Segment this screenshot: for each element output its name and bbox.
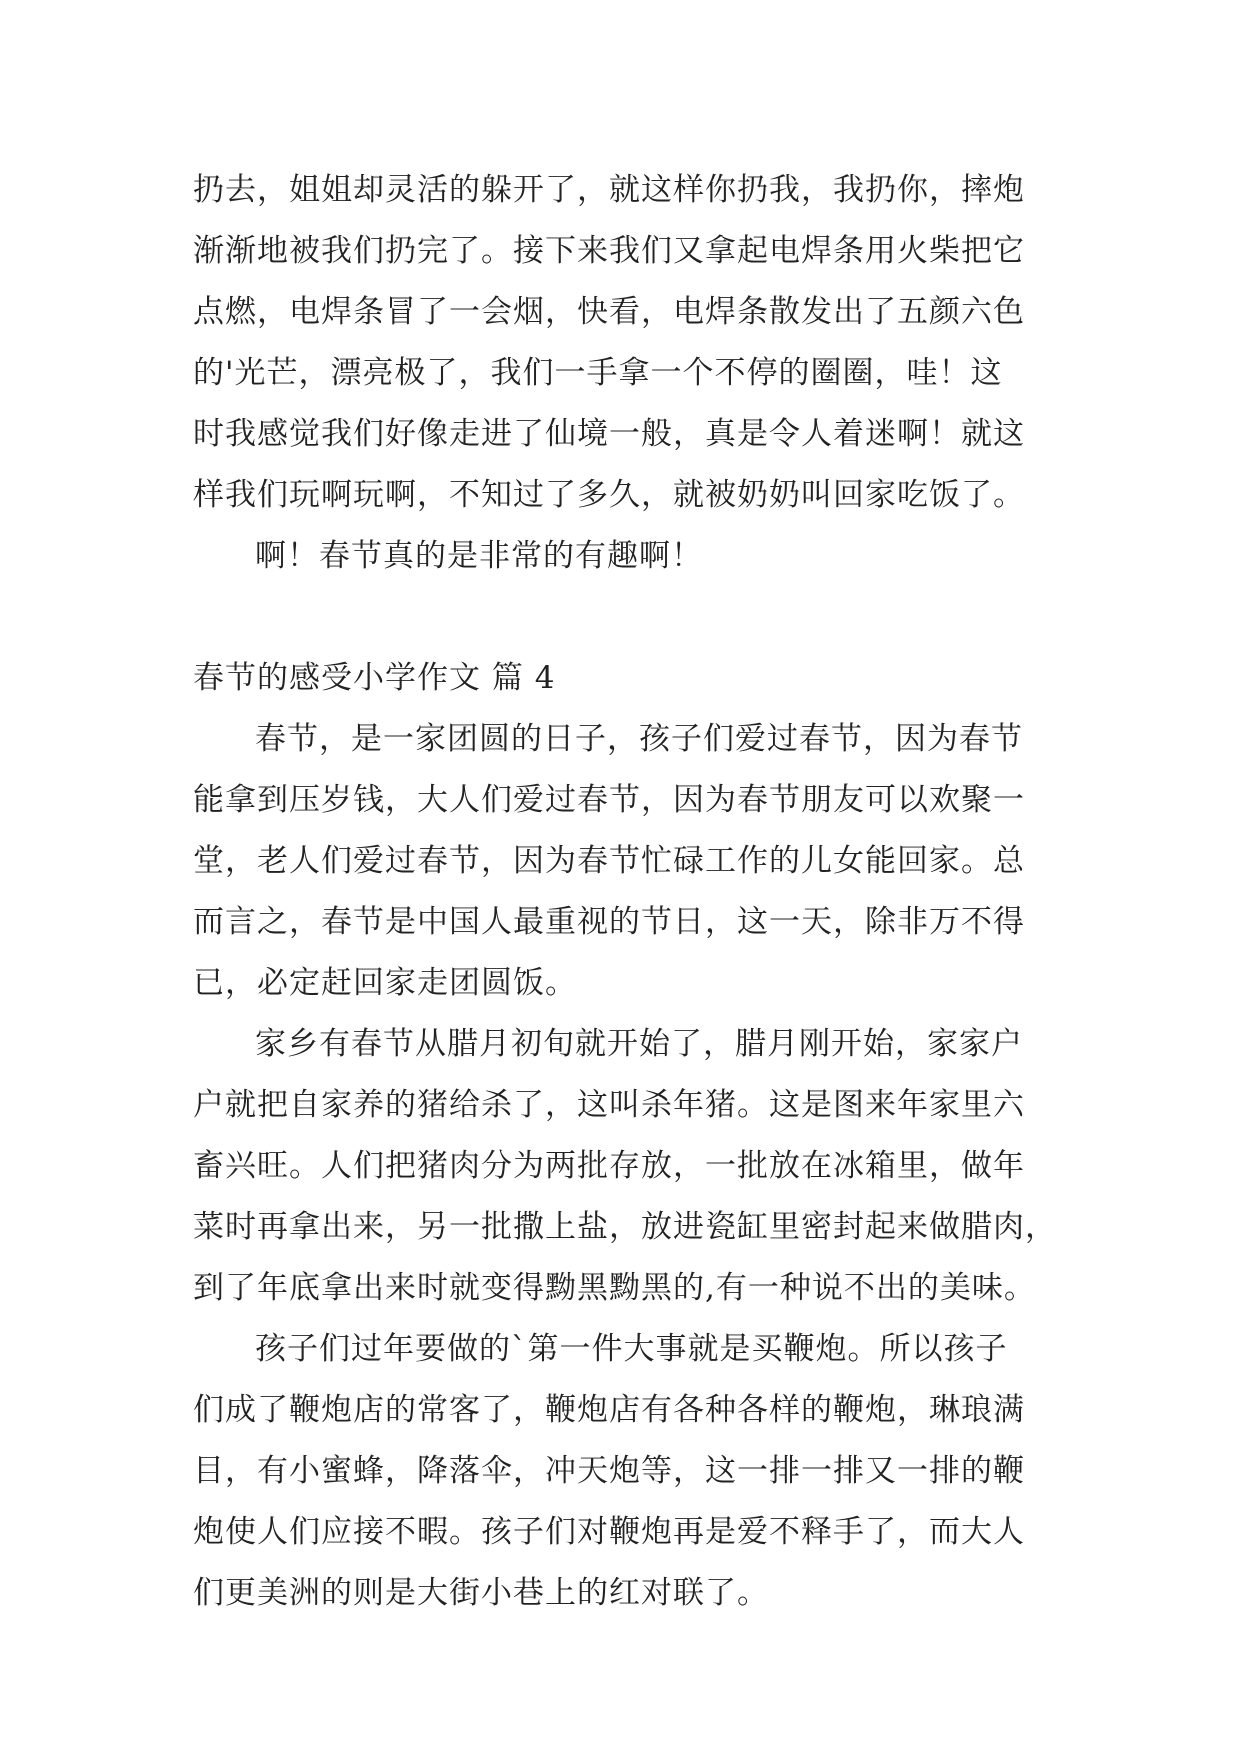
document-body [193,160,1058,1624]
paragraph-2-line: 到了年底拿出来时就变得黝黑黝黑的,有一种说不出的美味。 [193,1270,1036,1306]
paragraph-1-line: 堂，老人们爱过春节，因为春节忙碌工作的儿女能回家。总 [193,843,1025,879]
paragraph-1-line: 而言之，春节是中国人最重视的节日，这一天，除非万不得 [193,904,1025,940]
text-line: 的'光芒，漂亮极了，我们一手拿一个不停的圈圈，哇！这 [193,355,1003,391]
paragraph-1-line: 春节，是一家团圆的日子，孩子们爱过春节，因为春节 [255,721,1023,757]
text-line: 时我感觉我们好像走进了仙境一般，真是令人着迷啊！就这 [193,416,1025,452]
paragraph-2-line: 家乡有春节从腊月初旬就开始了，腊月刚开始，家家户 [255,1026,1023,1062]
paragraph-2-line: 畜兴旺。人们把猪肉分为两批存放，一批放在冰箱里，做年 [193,1148,1025,1184]
paragraph-2-line: 户就把自家养的猪给杀了，这叫杀年猪。这是图来年家里六 [193,1087,1025,1123]
text-line: 点燃，电焊条冒了一会烟，快看，电焊条散发出了五颜六色 [193,294,1025,330]
paragraph-3-line: 炮使人们应接不暇。孩子们对鞭炮再是爱不释手了，而大人 [193,1514,1025,1550]
section-heading: 春节的感受小学作文 篇 4 [193,660,556,696]
paragraph-2-line: 菜时再拿出来，另一批撒上盐，放进瓷缸里密封起来做腊肉， [193,1209,1057,1245]
text-line: 渐渐地被我们扔完了。接下来我们又拿起电焊条用火柴把它 [193,233,1025,269]
paragraph-1-line: 能拿到压岁钱，大人们爱过春节，因为春节朋友可以欢聚一 [193,782,1025,818]
paragraph-3-line: 目，有小蜜蜂，降落伞，冲天炮等，这一排一排又一排的鞭 [193,1453,1025,1489]
text-line: 扔去，姐姐却灵活的躲开了，就这样你扔我，我扔你，摔炮 [193,172,1025,208]
paragraph-3-line: 们更美洲的则是大街小巷上的红对联了。 [193,1575,769,1611]
text-line: 样我们玩啊玩啊，不知过了多久，就被奶奶叫回家吃饭了。 [193,477,1025,513]
paragraph-3-line: 们成了鞭炮店的常客了，鞭炮店有各种各样的鞭炮，琳琅满 [193,1392,1025,1428]
section-gap [193,587,1058,648]
paragraph-3-line: 孩子们过年要做的`第一件大事就是买鞭炮。所以孩子 [255,1331,1008,1367]
paragraph-1-line: 已，必定赶回家走团圆饭。 [193,965,577,1001]
closing-line: 啊！春节真的是非常的有趣啊！ [255,538,703,574]
